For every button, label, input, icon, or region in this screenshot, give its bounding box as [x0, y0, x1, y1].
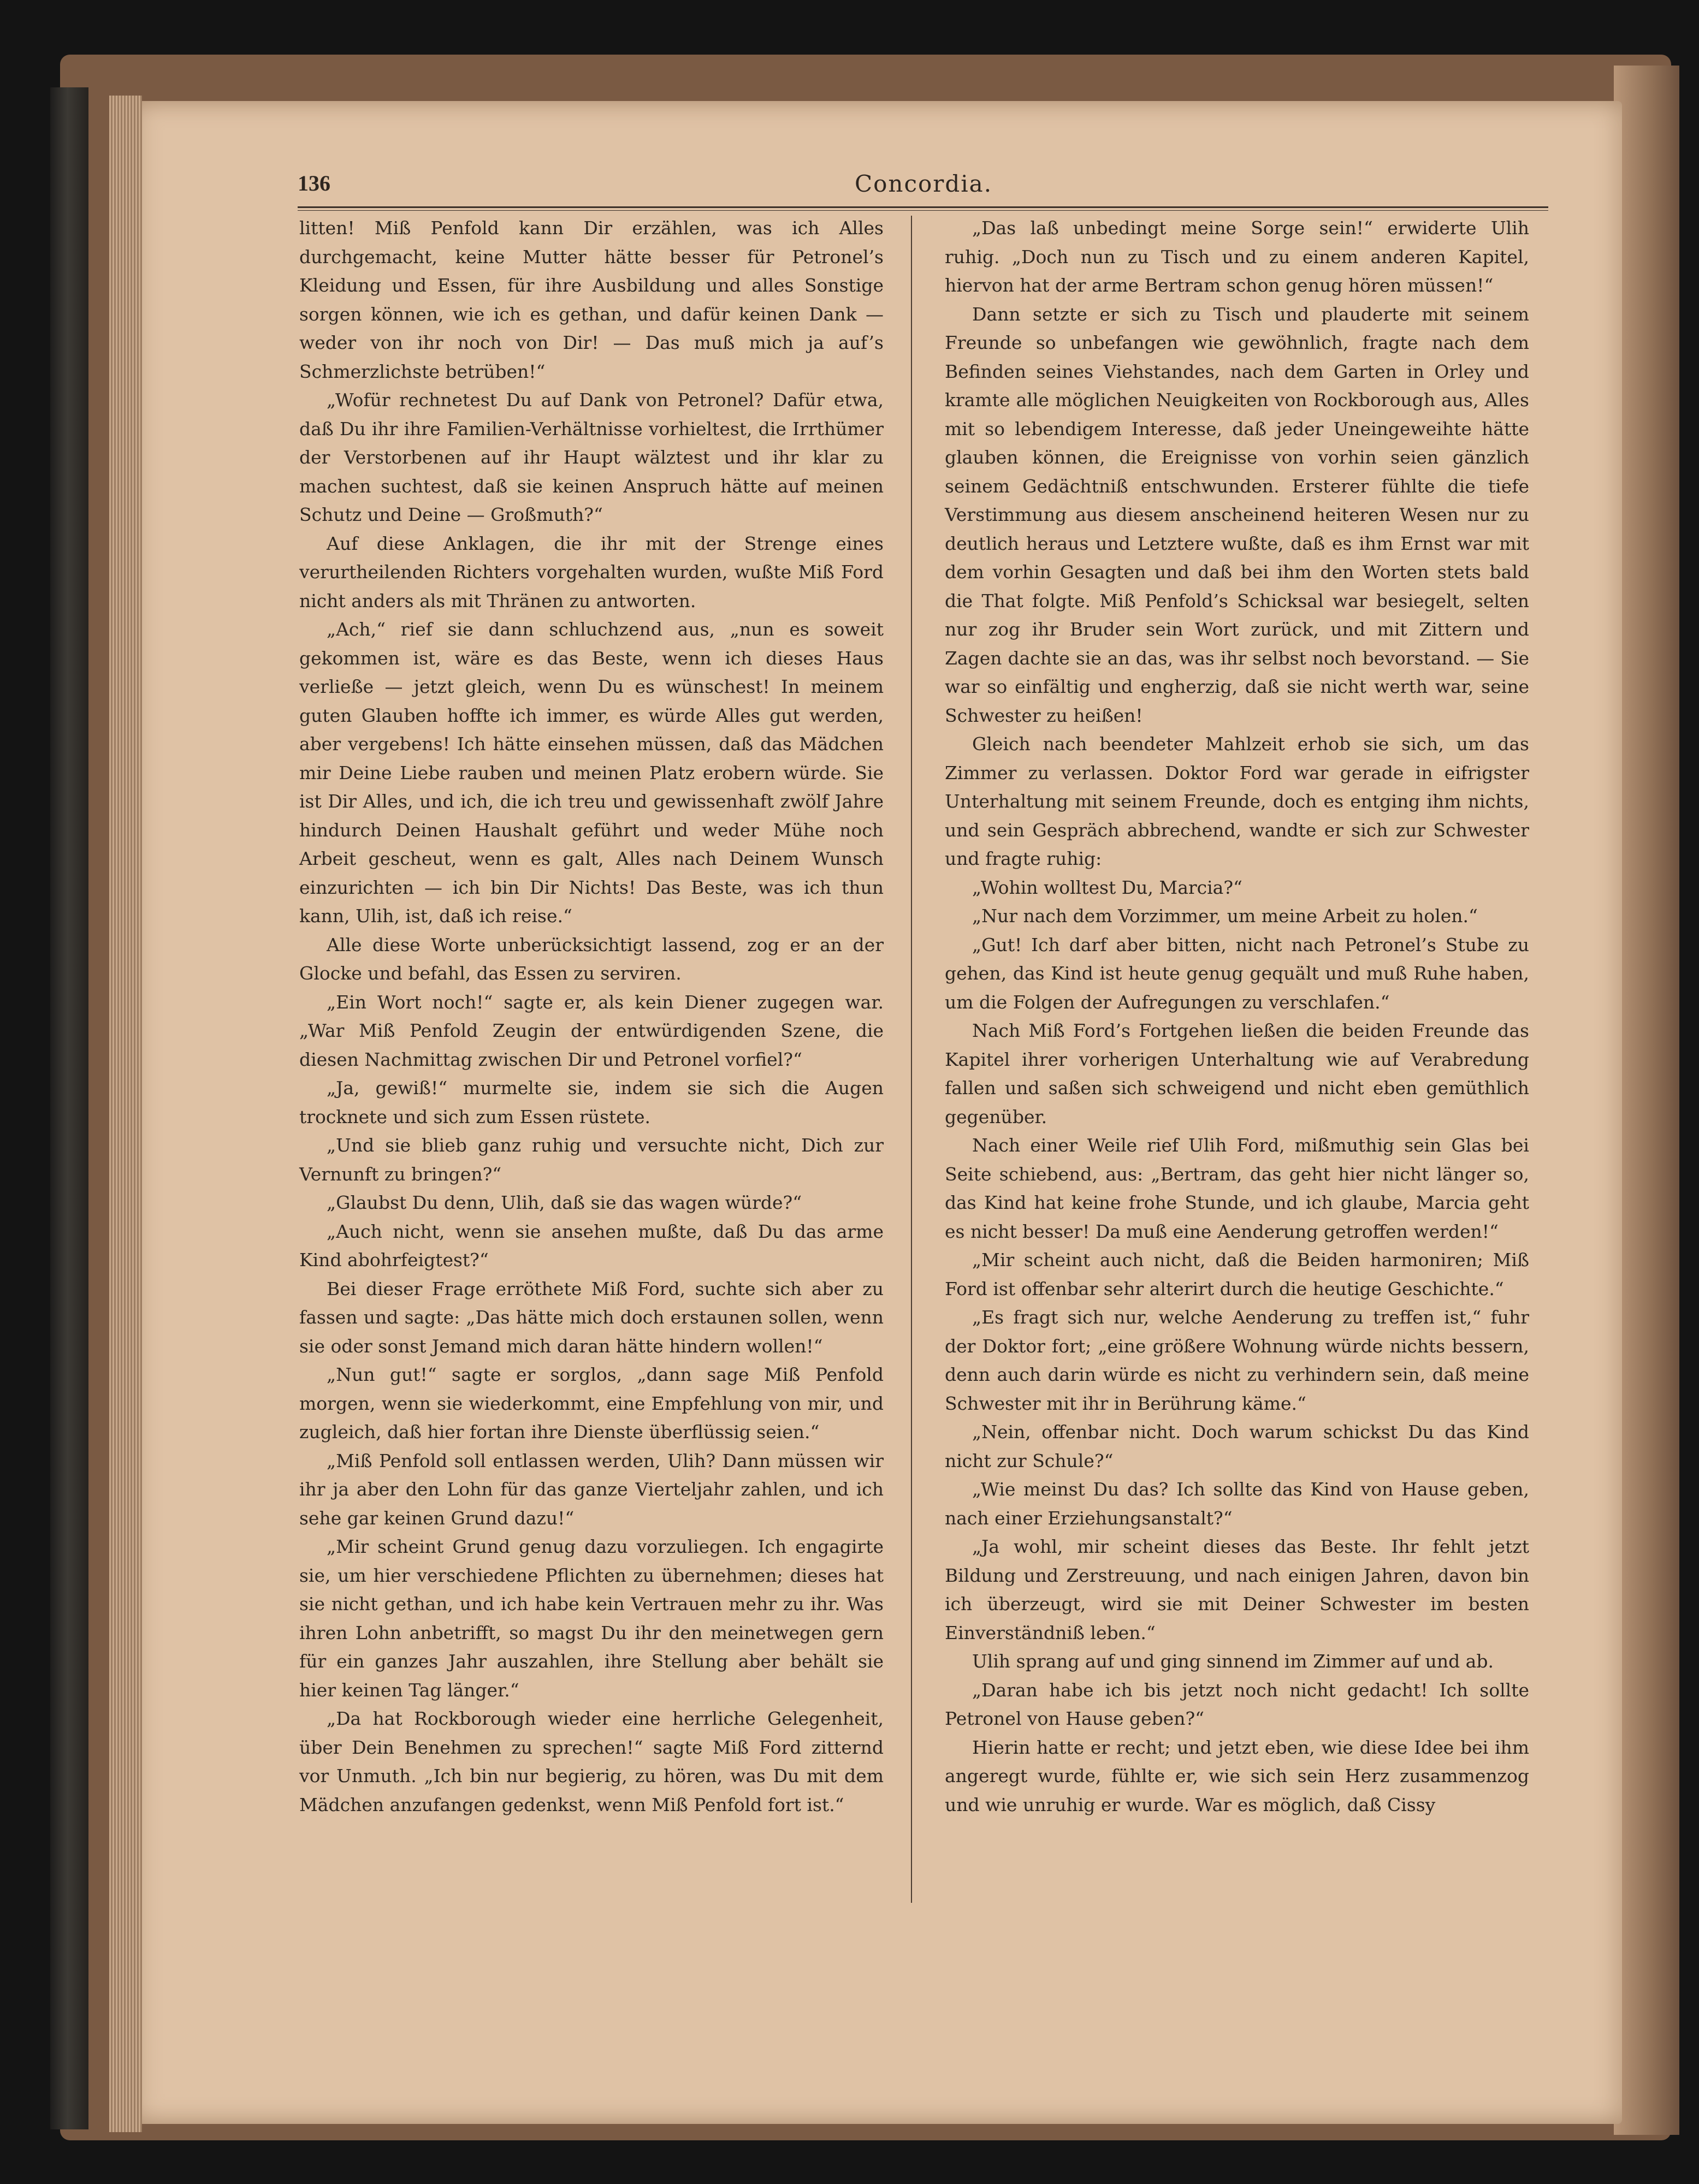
paragraph: „Ach,“ rief sie dann schluchzend aus, „nun es soweit gekommen ist, wäre es das Beste, wenn ich dieses Haus verließe — jetzt gleich, wenn Du es wünschest! In meinem guten Glauben hoffte ich immer, es würde Alles gut werden, aber vergebens! Ich hätte einsehen müssen, daß das Mädchen mir Deine Liebe rauben und meinen Platz erobern würde. Sie ist Dir Alles, und ich, die ich treu und gewissenhaft zwölf Jahre hindurch Deinen Haushalt geführt und weder Mühe noch Arbeit gescheut, wenn es galt, Alles nach Deinem Wunsch einzurichten — ich bin Dir Nichts! Das Beste, was ich thun kann, Ulih, ist, daß ich reise.“: [299, 619, 884, 927]
paragraph: „Es fragt sich nur, welche Aenderung zu treffen ist,“ fuhr der Doktor fort; „eine größere Wohnung würde nichts bessern, denn auch darin würde es nicht zu verhindern sein, daß meine Schwester mit ihr in Berührung käme.“: [945, 1307, 1529, 1414]
paragraph: Nach Miß Ford’s Fortgehen ließen die beiden Freunde das Kapitel ihrer vorherigen Unterhaltung wie auf Verabredung fallen und saßen sich schweigend und nicht eben gemüthlich gegenüber.: [945, 1020, 1529, 1127]
paragraph: „Das laß unbedingt meine Sorge sein!“ erwiderte Ulih ruhig. „Doch nun zu Tisch und zu einem anderen Kapitel, hiervon hat der arme Bertram schon genug hören müssen!“: [945, 217, 1529, 296]
paragraph: Ulih sprang auf und ging sinnend im Zimmer auf und ab.: [972, 1651, 1494, 1672]
paragraph: „Nur nach dem Vorzimmer, um meine Arbeit zu holen.“: [972, 905, 1478, 927]
text-column-left: [299, 214, 884, 1819]
paragraph: „Ja, gewiß!“ murmelte sie, indem sie sich die Augen trocknete und sich zum Essen rüstete.: [299, 1077, 884, 1127]
paragraph: „Ja wohl, mir scheint dieses das Beste. Ihr fehlt jetzt Bildung und Zerstreuung, und nach einigen Jahren, davon bin ich überzeugt, wird sie mit Deiner Schwester im besten Einverständniß leben.“: [945, 1536, 1529, 1643]
paragraph: „Und sie blieb ganz ruhig und versuchte nicht, Dich zur Vernunft zu bringen?“: [299, 1135, 884, 1185]
paragraph: „Miß Penfold soll entlassen werden, Ulih? Dann müssen wir ihr ja aber den Lohn für das ganze Vierteljahr zahlen, und ich sehe gar keinen Grund dazu!“: [299, 1450, 884, 1529]
paragraph: „Mir scheint auch nicht, daß die Beiden harmoniren; Miß Ford ist offenbar sehr alterirt durch die heutige Geschichte.“: [945, 1249, 1529, 1299]
paragraph: Nach einer Weile rief Ulih Ford, mißmuthig sein Glas bei Seite schiebend, aus: „Bertram, das geht hier nicht länger so, das Kind hat keine frohe Stunde, und ich glaube, Marcia geht es nicht besser! Da muß eine Aenderung getroffen werden!“: [945, 1135, 1529, 1242]
paragraph: „Ein Wort noch!“ sagte er, als kein Diener zugegen war. „War Miß Penfold Zeugin der entwürdigenden Szene, die diesen Nachmittag zwischen Dir und Petronel vorfiel?“: [299, 991, 884, 1070]
paragraph: „Auch nicht, wenn sie ansehen mußte, daß Du das arme Kind abohrfeigtest?“: [299, 1220, 884, 1271]
paragraph: Auf diese Anklagen, die ihr mit der Strenge eines verurtheilenden Richters vorgehalten wurden, wußte Miß Ford nicht anders als mit Thränen zu antworten.: [299, 532, 884, 612]
column-divider: [911, 216, 912, 1903]
paragraph: „Wie meinst Du das? Ich sollte das Kind von Hause geben, nach einer Erziehungsanstalt?“: [945, 1479, 1529, 1529]
header-rule: [298, 206, 1548, 211]
next-page-edge: [1614, 66, 1679, 2135]
paragraph: Dann setzte er sich zu Tisch und plauderte mit seinem Freunde so unbefangen wie gewöhnlich, fragte nach dem Befinden seines Viehstandes, nach dem Garten in Orley und kramte alle möglichen Neuigkeiten von Rockborough aus, Alles mit so lebendigem Interesse, daß jeder Uneingeweihte hätte glauben können, die Ereignisse von vorhin seien gänzlich seinem Gedächtniß entschwunden. Ersterer fühlte die tiefe Verstimmung aus diesem anscheinend heiteren Wesen nur zu deutlich heraus und Letztere wußte, daß es ihm Ernst war mit dem vorhin Gesagten und daß bei ihm den Worten stets bald die That folgte. Miß Penfold’s Schicksal war besiegelt, selten nur zog ihr Bruder sein Wort zurück, und mit Zittern und Zagen dachte sie an das, was ihr selbst noch bevorstand. — Sie war so einfältig und engherzig, daß sie nicht werth war, seine Schwester zu heißen!: [945, 303, 1529, 726]
paragraph: „Nein, offenbar nicht. Doch warum schickst Du das Kind nicht zur Schule?“: [945, 1421, 1529, 1471]
paragraph: Bei dieser Frage erröthete Miß Ford, suchte sich aber zu fassen und sagte: „Das hätte mich doch erstaunen sollen, wenn sie oder sonst Jemand mich daran hätte hindern wollen!“: [299, 1278, 884, 1357]
paragraph: „Da hat Rockborough wieder eine herrliche Gelegenheit, über Dein Benehmen zu sprechen!“ sagte Miß Ford zitternd vor Unmuth. „Ich bin nur begierig, zu hören, was Du mit dem Mädchen anzufangen gedenkst, wenn Miß Penfold fort ist.“: [299, 1708, 884, 1815]
paragraph: Hierin hatte er recht; und jetzt eben, wie diese Idee bei ihm angeregt wurde, fühlte er, wie sich sein Herz zusammenzog und wie unruhig er wurde. War es möglich, daß Cissy: [945, 1736, 1529, 1815]
paragraph: „Wohin wolltest Du, Marcia?“: [972, 876, 1242, 898]
book-spine: [50, 87, 88, 2129]
running-title: Concordia.: [855, 170, 993, 197]
paragraph: „Wofür rechnetest Du auf Dank von Petronel? Dafür etwa, daß Du ihr ihre Familien-Verhältnisse vorhieltest, die Irrthümer der Verstorbenen auf ihr Haupt wälztest und ihr klar zu machen suchtest, daß sie keinen Anspruch hätte auf meinen Schutz und Deine — Großmuth?“: [299, 389, 884, 525]
page-edges: [109, 96, 142, 2132]
paragraph: „Nun gut!“ sagte er sorglos, „dann sage Miß Penfold morgen, wenn sie wiederkommt, eine Empfehlung von mir, und zugleich, daß hier fortan ihre Dienste überflüssig seien.“: [299, 1364, 884, 1443]
paragraph: „Glaubst Du denn, Ulih, daß sie das wagen würde?“: [327, 1192, 802, 1213]
text-column-right: [945, 214, 1529, 1819]
paragraph: Gleich nach beendeter Mahlzeit erhob sie sich, um das Zimmer zu verlassen. Doktor Ford war gerade in eifrigster Unterhaltung mit seinem Freunde, doch es entging ihm nichts, und sein Gespräch abbrechend, wandte er sich zur Schwester und fragte ruhig:: [945, 733, 1529, 869]
page-number: 136: [298, 171, 330, 195]
paragraph: litten! Miß Penfold kann Dir erzählen, was ich Alles durchgemacht, keine Mutter hätte besser für Petronel’s Kleidung und Essen, für ihre Ausbildung und alles Sonstige sorgen können, wie ich es gethan, und dafür keinen Dank — weder von ihr noch von Dir! — Das muß mich ja auf’s Schmerzlichste betrüben!“: [299, 217, 884, 382]
paragraph: „Daran habe ich bis jetzt noch nicht gedacht! Ich sollte Petronel von Hause geben?“: [945, 1679, 1529, 1729]
paragraph: „Mir scheint Grund genug dazu vorzuliegen. Ich engagirte sie, um hier verschiedene Pflichten zu übernehmen; dieses hat sie nicht gethan, und ich habe kein Vertrauen mehr zu ihr. Was ihren Lohn anbetrifft, so magst Du ihr den meinetwegen gern für ein ganzes Jahr auszahlen, ihre Stellung aber behält sie hier keinen Tag länger.“: [299, 1536, 884, 1701]
paragraph: Alle diese Worte unberücksichtigt lassend, zog er an der Glocke und befahl, das Essen zu serviren.: [299, 934, 884, 984]
paragraph: „Gut! Ich darf aber bitten, nicht nach Petronel’s Stube zu gehen, das Kind ist heute genug gequält und muß Ruhe haben, um die Folgen der Aufregungen zu verschlafen.“: [945, 934, 1529, 1013]
